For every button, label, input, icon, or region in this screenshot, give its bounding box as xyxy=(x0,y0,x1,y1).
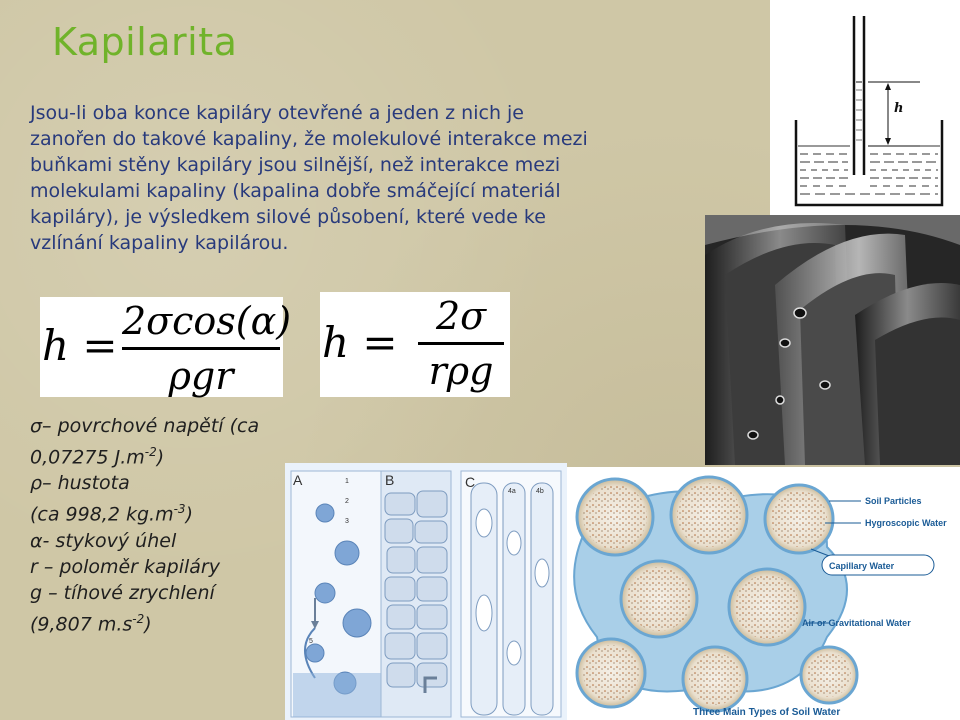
tube-drawing xyxy=(770,0,960,215)
cell-number: 5 xyxy=(309,638,313,645)
legend-text: (ca 998,2 kg.m xyxy=(30,503,174,526)
legend-line xyxy=(30,470,290,496)
cell-tag: 4b xyxy=(536,488,544,495)
legend-line xyxy=(30,606,290,637)
soil-drawing xyxy=(567,467,960,720)
legend-text: r – poloměr kapiláry xyxy=(30,555,220,578)
formula-capillary-rise xyxy=(320,292,510,397)
legend-text: ) xyxy=(185,503,193,526)
formula-numerator: 2σcos(α) xyxy=(122,299,292,343)
cell-label: A xyxy=(293,472,303,488)
cell-drawing xyxy=(285,463,567,720)
legend-line xyxy=(30,554,290,580)
cell-label: B xyxy=(385,472,395,488)
legend-text: – hustota xyxy=(42,472,130,495)
cell-number: 3 xyxy=(345,518,349,525)
formula-fraction xyxy=(418,294,504,393)
legend-text: - stykový úhel xyxy=(42,529,177,552)
height-label: h xyxy=(894,101,904,116)
legend-text: ) xyxy=(144,612,152,635)
capillary-tube-diagram xyxy=(770,0,960,215)
legend-exponent: -2 xyxy=(144,445,157,459)
soil-label-hygroscopic: Hygroscopic Water xyxy=(865,518,947,528)
legend-symbol: σ xyxy=(30,415,43,437)
legend-text: ) xyxy=(156,446,165,469)
body-line: kapiláry), je výsledkem silové působení, které vede ke xyxy=(30,206,546,228)
legend-line xyxy=(30,496,290,527)
formula-denominator: rρg xyxy=(428,349,494,393)
body-line: molekulami kapaliny (kapalina dobře smáčející materiál xyxy=(30,180,561,202)
legend-text: 0,07275 J.m xyxy=(30,446,145,469)
plant-cell-diagram xyxy=(285,463,567,720)
fraction-bar xyxy=(122,347,280,350)
fraction-bar xyxy=(418,342,504,345)
cell-label: C xyxy=(465,474,476,490)
legend-line xyxy=(30,439,290,470)
micrograph-drawing xyxy=(705,215,960,465)
legend-exponent: -3 xyxy=(173,502,186,517)
soil-label-air: Air or Gravitational Water xyxy=(802,618,911,628)
formula-fraction xyxy=(122,299,292,398)
legend-text: (9,807 m.s xyxy=(30,612,133,635)
legend-text: – povrchové napětí (ca xyxy=(42,415,260,437)
symbol-legend xyxy=(30,413,290,637)
soil-water-diagram xyxy=(567,467,960,720)
cell-number: 2 xyxy=(345,498,349,505)
legend-line xyxy=(30,528,290,554)
xylem-micrograph xyxy=(705,215,960,465)
soil-label-particles: Soil Particles xyxy=(865,496,922,506)
legend-symbol: α xyxy=(30,529,43,552)
cell-number: 1 xyxy=(345,478,349,485)
body-line: zanořen do takové kapaliny, že molekulové interakce mezi xyxy=(30,128,588,150)
formula-lhs: h = xyxy=(322,318,398,367)
slide-title: Kapilarita xyxy=(52,20,238,64)
body-line: Jsou-li oba konce kapiláry otevřené a jeden z nich je xyxy=(30,102,524,124)
cell-tag: 4a xyxy=(508,488,516,495)
formula-lhs: h = xyxy=(42,321,118,370)
legend-text: g – tíhové zrychlení xyxy=(30,581,215,604)
legend-symbol: ρ xyxy=(30,472,43,495)
body-paragraph xyxy=(30,100,670,256)
formula-numerator: 2σ xyxy=(435,294,487,338)
legend-exponent: -2 xyxy=(132,611,145,626)
legend-line xyxy=(30,413,290,439)
soil-caption: Three Main Types of Soil Water xyxy=(693,707,841,718)
body-line: vzlínání kapaliny kapilárou. xyxy=(30,232,289,254)
legend-line xyxy=(30,580,290,606)
formula-capillary-rise-angle xyxy=(40,297,292,398)
soil-label-capillary: Capillary Water xyxy=(829,561,895,571)
body-line: buňkami stěny kapiláry jsou silnější, než interakce mezi xyxy=(30,154,561,176)
formula-denominator: ρgr xyxy=(168,354,234,398)
